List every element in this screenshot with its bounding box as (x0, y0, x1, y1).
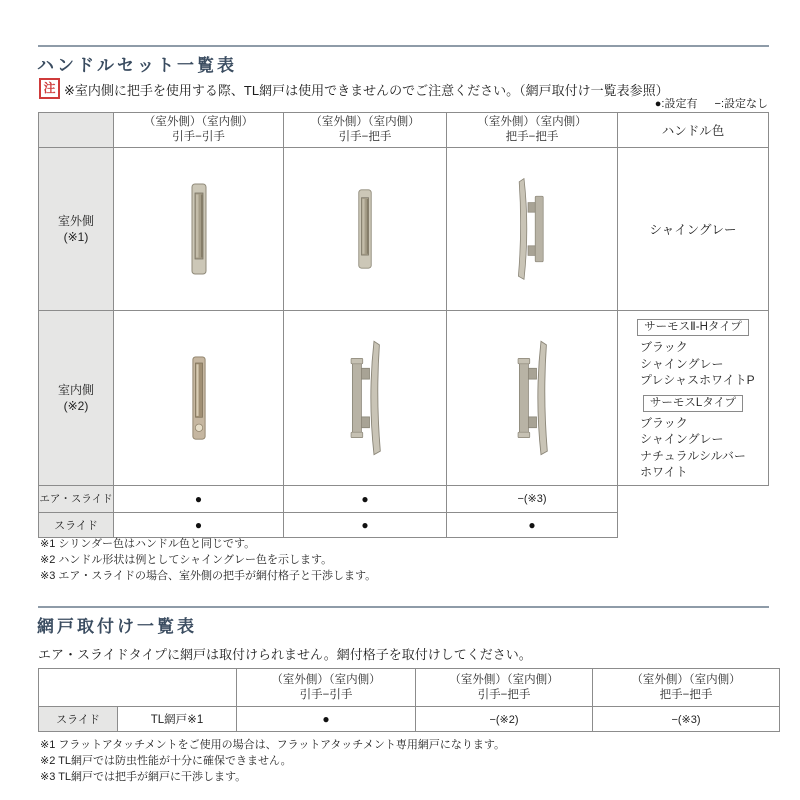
color-option: ナチュラルシルバー (640, 448, 746, 463)
footnote: ※2 ハンドル形状は例としてシャイングレー色を示します。 (40, 554, 333, 566)
empty-cell (618, 512, 769, 537)
bar-grip-handle-image (516, 170, 548, 288)
slide-pull-pull: ● (114, 512, 284, 537)
header-sides-label: （室外側）（室内側） (631, 673, 741, 686)
color-option: ブラック (640, 340, 688, 354)
recessed-pull-handle-image (190, 183, 208, 275)
air-slide-row (39, 485, 769, 512)
header-sides-label: （室外側）（室内側） (271, 673, 381, 686)
footnote: ※2 TL網戸では防虫性能が十分に確保できません。 (40, 755, 292, 767)
header-pull-pull (114, 113, 284, 148)
exterior-pull-grip-cell (284, 148, 447, 311)
header-sides-label: （室外側）（室内側） (143, 116, 254, 128)
slide-grip-grip: ● (447, 512, 618, 537)
bar-grip-handle-image (347, 335, 383, 461)
header-combo-label: 引手−把手 (477, 688, 531, 701)
handle-section-title: ハンドルセット一覧表 (37, 56, 237, 75)
bar-grip-handle-image (514, 335, 550, 461)
color-option: ホワイト (640, 465, 688, 479)
interior-grip-grip-cell (447, 311, 618, 486)
exterior-row-label: 室外側 (※1) (39, 148, 114, 311)
header-grip-grip (593, 669, 780, 707)
air-slide-row-label: エア・スライド (39, 485, 114, 512)
header-row (39, 669, 780, 707)
thermos-l-type-label: サーモスLタイプ (643, 395, 743, 412)
interior-row (39, 311, 769, 486)
legend-available: ●:設定有 (654, 98, 698, 110)
air-slide-pull-grip: ● (284, 485, 447, 512)
section-divider (38, 45, 769, 47)
slide-row (39, 512, 769, 537)
legend (38, 95, 768, 111)
header-corner-cell (39, 669, 237, 707)
color-option: ブラック (640, 415, 688, 430)
header-combo-label: 把手−把手 (659, 688, 713, 701)
footnote: ※1 フラットアタッチメントをご使用の場合は、フラットアタッチメント専用網戸になります。 (40, 739, 505, 751)
color-option: シャイングレー (640, 356, 724, 371)
color-list (622, 415, 764, 481)
section-divider (38, 606, 769, 608)
header-combo-label: 引手−引手 (299, 688, 353, 701)
interior-color-cell (618, 311, 769, 486)
footnote: ※1 シリンダー色はハンドル色と同じです。 (40, 538, 256, 550)
color-option: シャイングレー (640, 432, 724, 446)
screen-pull-pull: ● (237, 707, 416, 732)
footnote: ※3 エア・スライドの場合、室外側の把手が網付格子と干渉します。 (40, 570, 377, 582)
screen-footnotes (40, 737, 505, 785)
header-combo-label: 引手−把手 (338, 131, 392, 143)
color-option: プレシャスホワイトP (640, 373, 755, 387)
screen-intro-text: エア・スライドタイプに網戸は取付けられません。網付格子を取付けしてください。 (38, 647, 532, 662)
color-list (622, 339, 764, 389)
screen-install-table (38, 668, 780, 732)
header-sides-label: （室外側）（室内側） (310, 116, 420, 128)
exterior-color-cell: シャイングレー (618, 148, 769, 311)
header-handle-color: ハンドル色 (618, 113, 769, 148)
slide-pull-grip: ● (284, 512, 447, 537)
note-badge: 注 (39, 78, 60, 99)
handle-set-table (38, 112, 769, 538)
recessed-pull-handle-image (357, 189, 373, 269)
exterior-grip-grip-cell (447, 148, 618, 311)
color-group (622, 393, 764, 481)
header-sides-label: （室外側）（室内側） (449, 673, 559, 686)
interior-pull-pull-cell (114, 311, 284, 486)
footnote: ※3 TL網戸では把手が網戸に干渉します。 (40, 771, 247, 783)
header-combo-label: 引手−引手 (172, 131, 225, 143)
recessed-pull-handle-lock-image (191, 356, 207, 440)
slide-row-label: スライド (39, 707, 118, 732)
interior-row-label: 室内側 (※2) (39, 311, 114, 486)
header-pull-grip (284, 113, 447, 148)
header-combo-label: 把手−把手 (505, 131, 559, 143)
header-row (39, 113, 769, 148)
screen-type-cell: TL網戸※1 (118, 707, 237, 732)
header-pull-pull (237, 669, 416, 707)
note-text: ※室内側に把手を使用する際、TL網戸は使用できませんのでご注意ください。（網戸取付け一覧表参照） (64, 83, 669, 98)
air-slide-pull-pull: ● (114, 485, 284, 512)
handle-footnotes (40, 536, 376, 584)
air-slide-grip-grip: −(※3) (447, 485, 618, 512)
exterior-row (39, 148, 769, 311)
color-group (622, 317, 764, 389)
slide-row (39, 707, 780, 732)
screen-pull-grip: −(※2) (416, 707, 593, 732)
header-sides-label: （室外側）（室内側） (477, 116, 587, 128)
exterior-pull-pull-cell (114, 148, 284, 311)
legend-not-available: −:設定なし (714, 98, 768, 110)
interior-pull-grip-cell (284, 311, 447, 486)
header-pull-grip (416, 669, 593, 707)
screen-section-title: 網戸取付け一覧表 (37, 617, 197, 636)
empty-cell (618, 485, 769, 512)
header-grip-grip (447, 113, 618, 148)
slide-row-label: スライド (39, 512, 114, 537)
header-corner-cell (39, 113, 114, 148)
screen-grip-grip: −(※3) (593, 707, 780, 732)
thermos-h-type-label: サーモスⅡ-Hタイプ (637, 319, 749, 336)
